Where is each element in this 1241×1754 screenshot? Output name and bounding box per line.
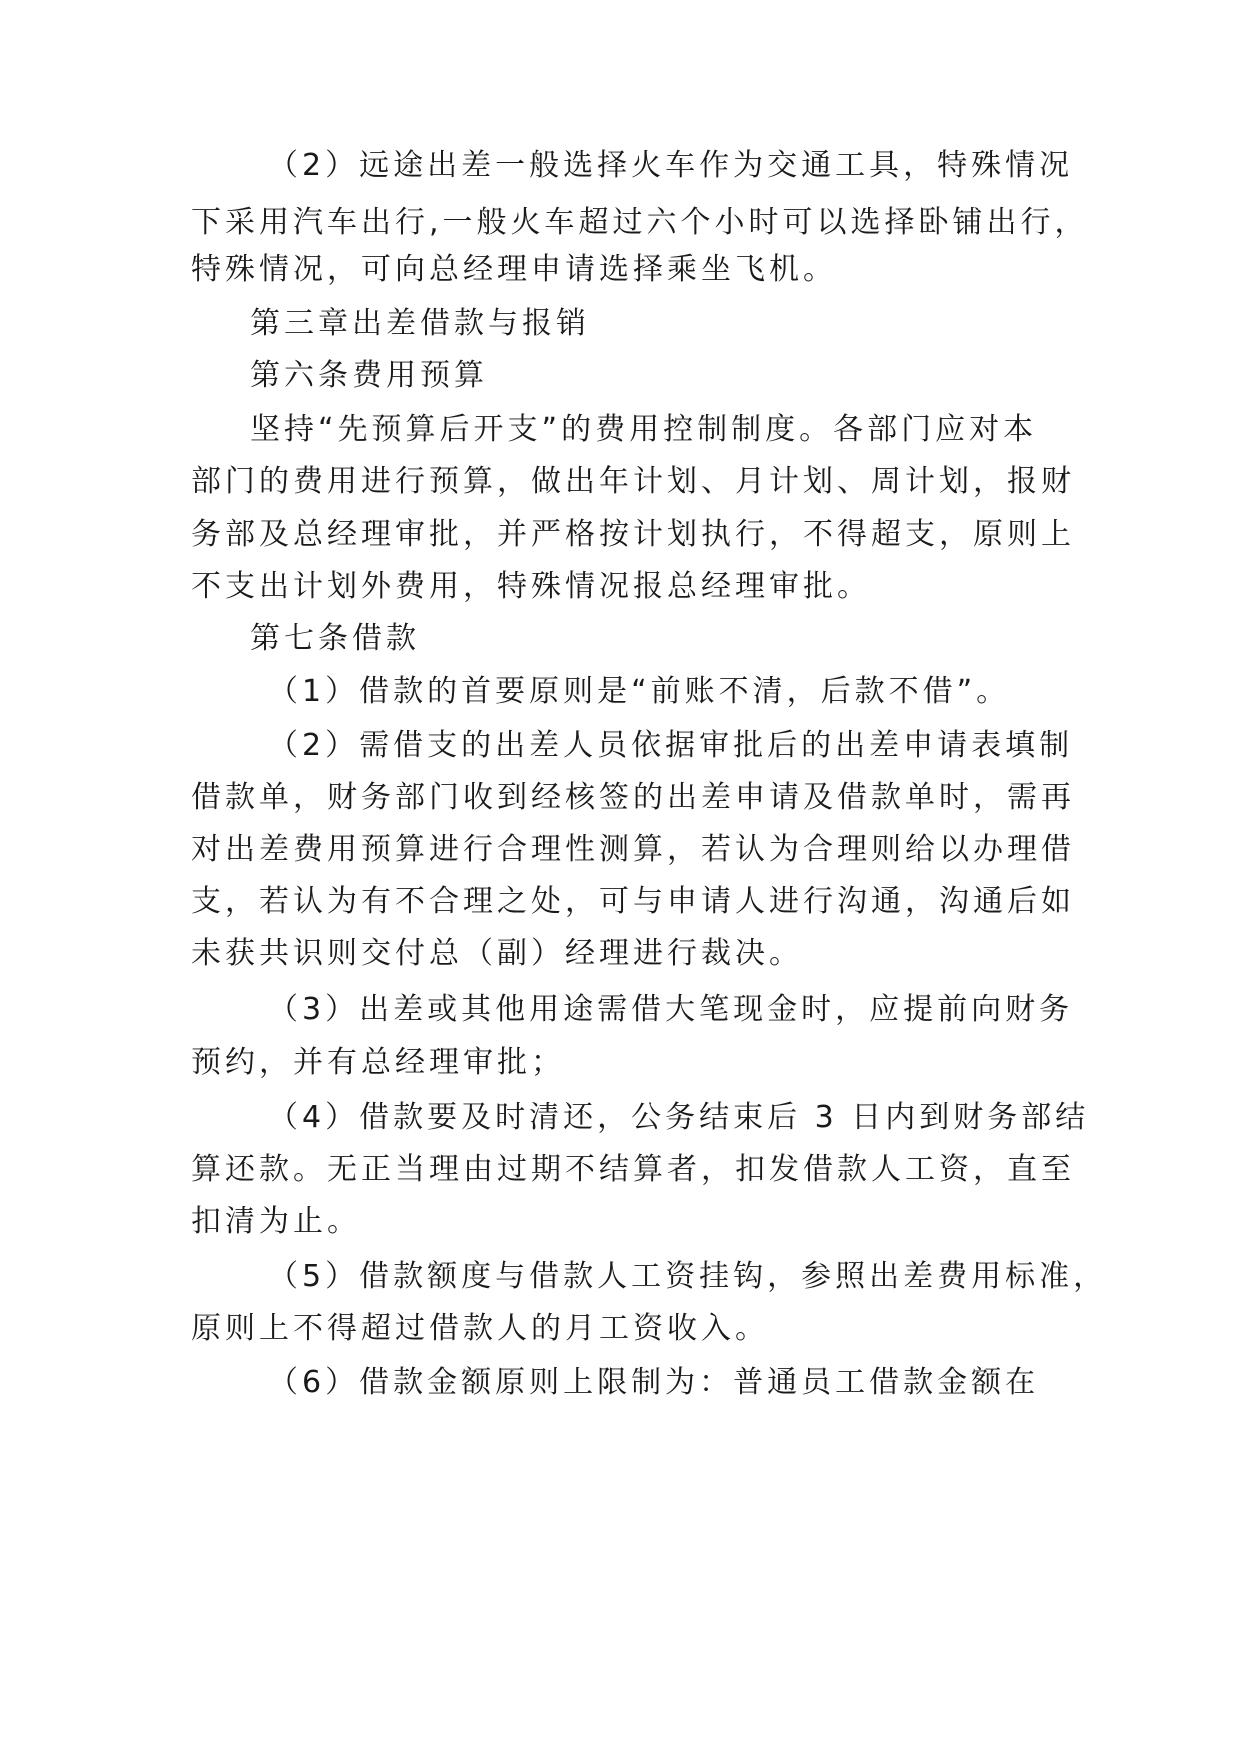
paragraph-line: （3）出差或其他用途需借大笔现金时，应提前向财务 [268, 992, 1074, 1027]
paragraph-line: 算还款。无正当理由过期不结算者，扣发借款人工资，直至 [191, 1152, 1075, 1187]
paragraph-line: 原则上不得超过借款人的月工资收入。 [191, 1311, 769, 1346]
paragraph-line: 特殊情况，可向总经理申请选择乘坐飞机。 [191, 252, 837, 287]
paragraph-line: 部门的费用进行预算，做出年计划、月计划、周计划，报财 [191, 464, 1075, 499]
paragraph-line: 支，若认为有不合理之处，可与申请人进行沟通，沟通后如 [191, 884, 1075, 919]
paragraph-line: （2）需借支的出差人员依据审批后的出差申请表填制 [268, 728, 1074, 763]
paragraph-line: 扣清为止。 [191, 1204, 361, 1239]
paragraph-line: （6）借款金额原则上限制为：普通员工借款金额在 [268, 1365, 1040, 1400]
paragraph-line: 不支出计划外费用，特殊情况报总经理审批。 [191, 569, 871, 604]
paragraph-line: 预约，并有总经理审批； [191, 1045, 565, 1080]
paragraph-line: 务部及总经理审批，并严格按计划执行，不得超支，原则上 [191, 517, 1075, 552]
paragraph-line: （5）借款额度与借款人工资挂钩，参照出差费用标准， [268, 1259, 1108, 1294]
paragraph-line: 下采用汽车出行,一般火车超过六个小时可以选择卧铺出行， [191, 205, 1089, 240]
paragraph-line: 未获共识则交付总（副）经理进行裁决。 [191, 936, 803, 971]
paragraph-line: 坚持“先预算后开支”的费用控制制度。各部门应对本 [250, 412, 1038, 447]
chapter-heading: 第三章出差借款与报销 [250, 306, 590, 341]
paragraph-line: （1）借款的首要原则是“前账不清，后款不借”。 [268, 674, 1011, 709]
article-heading: 第六条费用预算 [250, 358, 488, 393]
article-heading: 第七条借款 [250, 621, 420, 656]
paragraph-line: （2）远途出差一般选择火车作为交通工具，特殊情况 [268, 148, 1074, 183]
paragraph-line: 借款单，财务部门收到经核签的出差申请及借款单时，需再 [191, 780, 1075, 815]
paragraph-line: （4）借款要及时清还，公务结束后 3 日内到财务部结 [268, 1100, 1090, 1135]
paragraph-line: 对出差费用预算进行合理性测算，若认为合理则给以办理借 [191, 832, 1075, 867]
